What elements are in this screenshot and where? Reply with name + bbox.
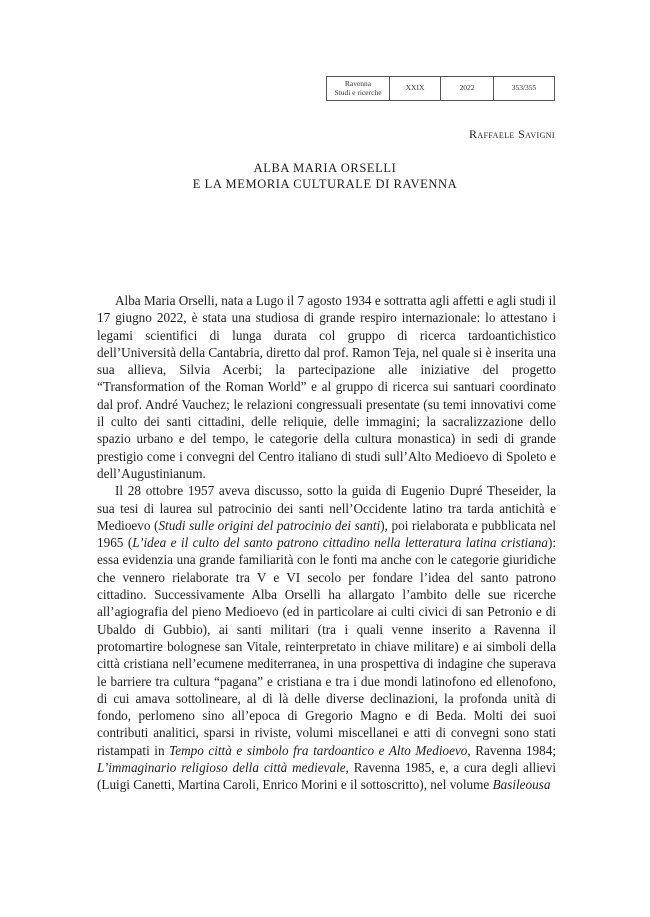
p2-italic-4: L’immaginario religioso della città medievale xyxy=(97,760,346,776)
journal-name-line2: Studi e ricerche xyxy=(334,87,382,97)
journal-name-line1: Ravenna xyxy=(344,79,372,88)
journal-volume: XXIX xyxy=(390,77,441,100)
p2-text-5: , Ravenna 1985, e, a cura degli allievi (Luigi Canetti, Martina Caroli, Enrico Morini e il sottoscritto), nel volume xyxy=(97,760,556,793)
p2-italic-1: Studi sulle origini del patrocinio dei santi xyxy=(158,517,381,533)
p2-text-2: ), poi rielaborata e pubblicata nel 1965 ( xyxy=(97,517,556,551)
title-line-2: E LA MEMORIA CULTURALE DI RAVENNA xyxy=(192,177,458,191)
title-line-1: ALBA MARIA ORSELLI xyxy=(253,161,397,175)
journal-citation-box xyxy=(326,76,555,101)
article-title xyxy=(0,160,650,192)
journal-year: 2022 xyxy=(441,77,494,100)
paragraph-2 xyxy=(97,482,556,793)
journal-name-cell xyxy=(327,77,390,100)
article-body xyxy=(97,292,556,794)
p2-italic-5: Basileousa xyxy=(492,777,551,793)
p2-text-4: , Ravenna 1984; xyxy=(467,742,556,758)
p2-italic-2: L’idea e il culto del santo patrono cittadino nella letteratura latina cristiana xyxy=(132,535,548,551)
paragraph-1: Alba Maria Orselli, nata a Lugo il 7 agosto 1934 e sottratta agli affetti e agli studi il 17 giugno 2022, è stata una studiosa di grande respiro internazionale: lo attestano i legami scientifici di lunga durata col gruppo di ricerca tardoantichistico dell’Università della Cantabria, diretto dal prof. Ramon Teja, nel quale si è inserita una sua allieva, Silvia Acerbi; la partecipazione alle iniziative del progetto “Transformation of the Roman World” e al gruppo di ricerca sui santuari coordinato dal prof. André Vauchez; le relazioni congressuali presentate (su temi innovativi come il culto dei santi cittadini, delle reliquie, delle immagini; la sacralizzazione dello spazio urbano e del tempo, le categorie della cultura monastica) in sedi di grande prestigio come i convegni del Centro italiano di studi sull’Alto Medioevo di Spoleto e dell’Augustinianum. xyxy=(97,293,556,481)
article-author: Raffaele Savigni xyxy=(468,127,555,141)
p2-italic-3: Tempo città e simbolo fra tardoantico e Alto Medioevo xyxy=(169,742,468,758)
journal-pages: 353/355 xyxy=(511,83,537,93)
p2-text-1: Il 28 ottobre 1957 aveva discusso, sotto la guida di Eugenio Dupré Theseider, la sua tesi di laurea sul patrocinio dei santi nell’Occidente latino tra tarda antichità e Medioevo ( xyxy=(97,483,556,533)
p2-text-3: ): essa evidenzia una grande familiarità con le fonti ma anche con le categorie giuridiche che vennero rielaborate tra V e VI secolo per fondare l’idea del santo patrono cittadino. Successivamente Alba Orselli ha allargato l’ambito delle sue ricerche all’agiografia del pieno Medioevo (ed in particolare ai culti civici di san Petronio e di Ubaldo di Gubbio), ai santi militari (tra i quali venne inserito a Ravenna il protomartire bolognese san Vitale, reinterpretato in chiave militare) e ai simboli della città cristiana nell’ecumene mediterranea, in una prospettiva di indagine che superava le barriere tra cultura “pagana” e cristiana e tra i due mondi latinofono ed ellenofono, di cui amava sottolineare, al di là delle diverse declinazioni, la profonda unità di fondo, perlomeno sino all’epoca di Gregorio Magno e di Beda. Molti dei suoi contributi analitici, sparsi in riviste, volumi miscellanei e atti di convegni sono stati ristampati in xyxy=(97,535,556,758)
